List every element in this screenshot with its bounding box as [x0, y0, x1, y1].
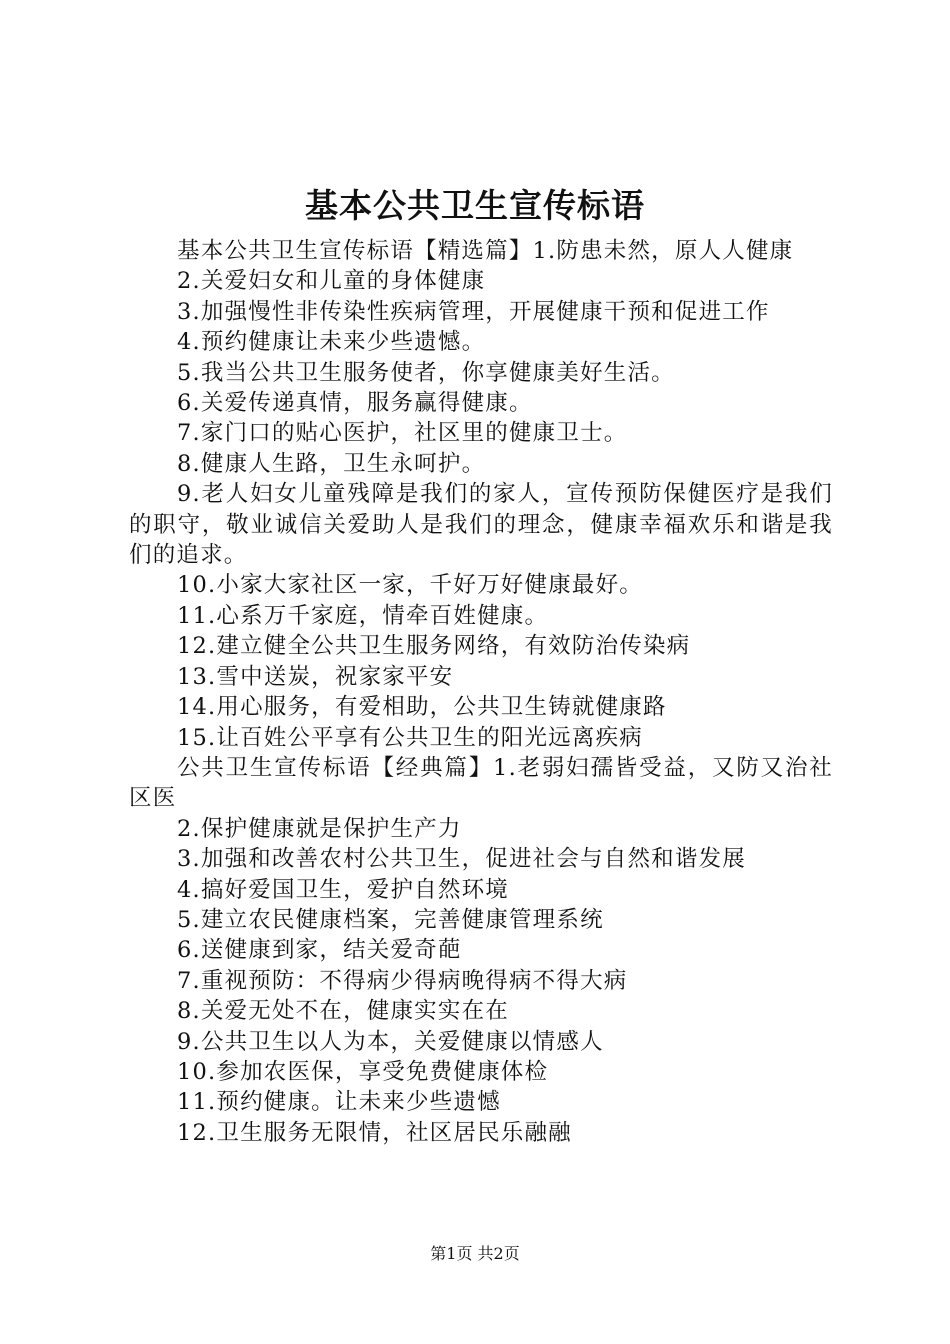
- document-body: [129, 236, 833, 1148]
- page-title: 基本公共卫生宣传标语: [305, 186, 645, 225]
- paragraph: 8.健康人生路，卫生永呵护。: [177, 450, 486, 477]
- paragraph: 6.关爱传递真情，服务赢得健康。: [177, 390, 533, 417]
- page-number-footer: 第1页 共2页: [430, 1244, 520, 1263]
- paragraph: 12.建立健全公共卫生服务网络，有效防治传染病: [177, 633, 691, 660]
- paragraph: 10.小家大家社区一家，千好万好健康最好。: [177, 572, 643, 599]
- paragraph: 11.预约健康。让未来少些遗憾: [177, 1089, 501, 1116]
- paragraph: 基本公共卫生宣传标语【精选篇】1.防患未然，原人人健康: [177, 238, 794, 264]
- paragraph: 4.搞好爱国卫生，爱护自然环境: [177, 876, 509, 903]
- paragraph: 13.雪中送炭，祝家家平安: [177, 663, 454, 690]
- paragraph: 5.我当公共卫生服务使者，你享健康美好生活。: [177, 359, 675, 386]
- paragraph: 6.送健康到家，结关爱奇葩: [177, 937, 462, 964]
- paragraph: 3.加强慢性非传染性疾病管理，开展健康干预和促进工作: [177, 298, 770, 325]
- paragraph: 14.用心服务，有爱相助，公共卫生铸就健康路: [177, 694, 667, 721]
- paragraph: 3.加强和改善农村公共卫生，促进社会与自然和谐发展: [177, 846, 746, 873]
- paragraph: 15.让百姓公平享有公共卫生的阳光远离疾病: [177, 724, 643, 751]
- paragraph: 8.关爱无处不在，健康实实在在: [177, 998, 509, 1025]
- paragraph: 7.重视预防：不得病少得病晚得病不得大病: [177, 967, 628, 994]
- paragraph: 2.保护健康就是保护生产力: [177, 815, 462, 842]
- paragraph: 7.家门口的贴心医护，社区里的健康卫士。: [177, 420, 628, 447]
- paragraph: 11.心系万千家庭，情牵百姓健康。: [177, 602, 549, 629]
- paragraph: 4.预约健康让未来少些遗憾。: [177, 329, 486, 356]
- paragraph: 12.卫生服务无限情，社区居民乐融融: [177, 1119, 572, 1146]
- paragraph: 9.公共卫生以人为本，关爱健康以情感人: [177, 1028, 604, 1055]
- paragraph: 9.老人妇女儿童残障是我们的家人，宣传预防保健医疗是我们的职守，敬业诚信关爱助人是我们的理念，健康幸福欢乐和谐是我们的追求。: [129, 481, 833, 569]
- paragraph: 2.关爱妇女和儿童的身体健康: [177, 268, 486, 295]
- paragraph: 公共卫生宣传标语【经典篇】1.老弱妇孺皆受益，又防又治社区医: [129, 754, 833, 812]
- paragraph: 10.参加农医保，享受免费健康体检: [177, 1058, 549, 1085]
- paragraph: 5.建立农民健康档案，完善健康管理系统: [177, 906, 604, 933]
